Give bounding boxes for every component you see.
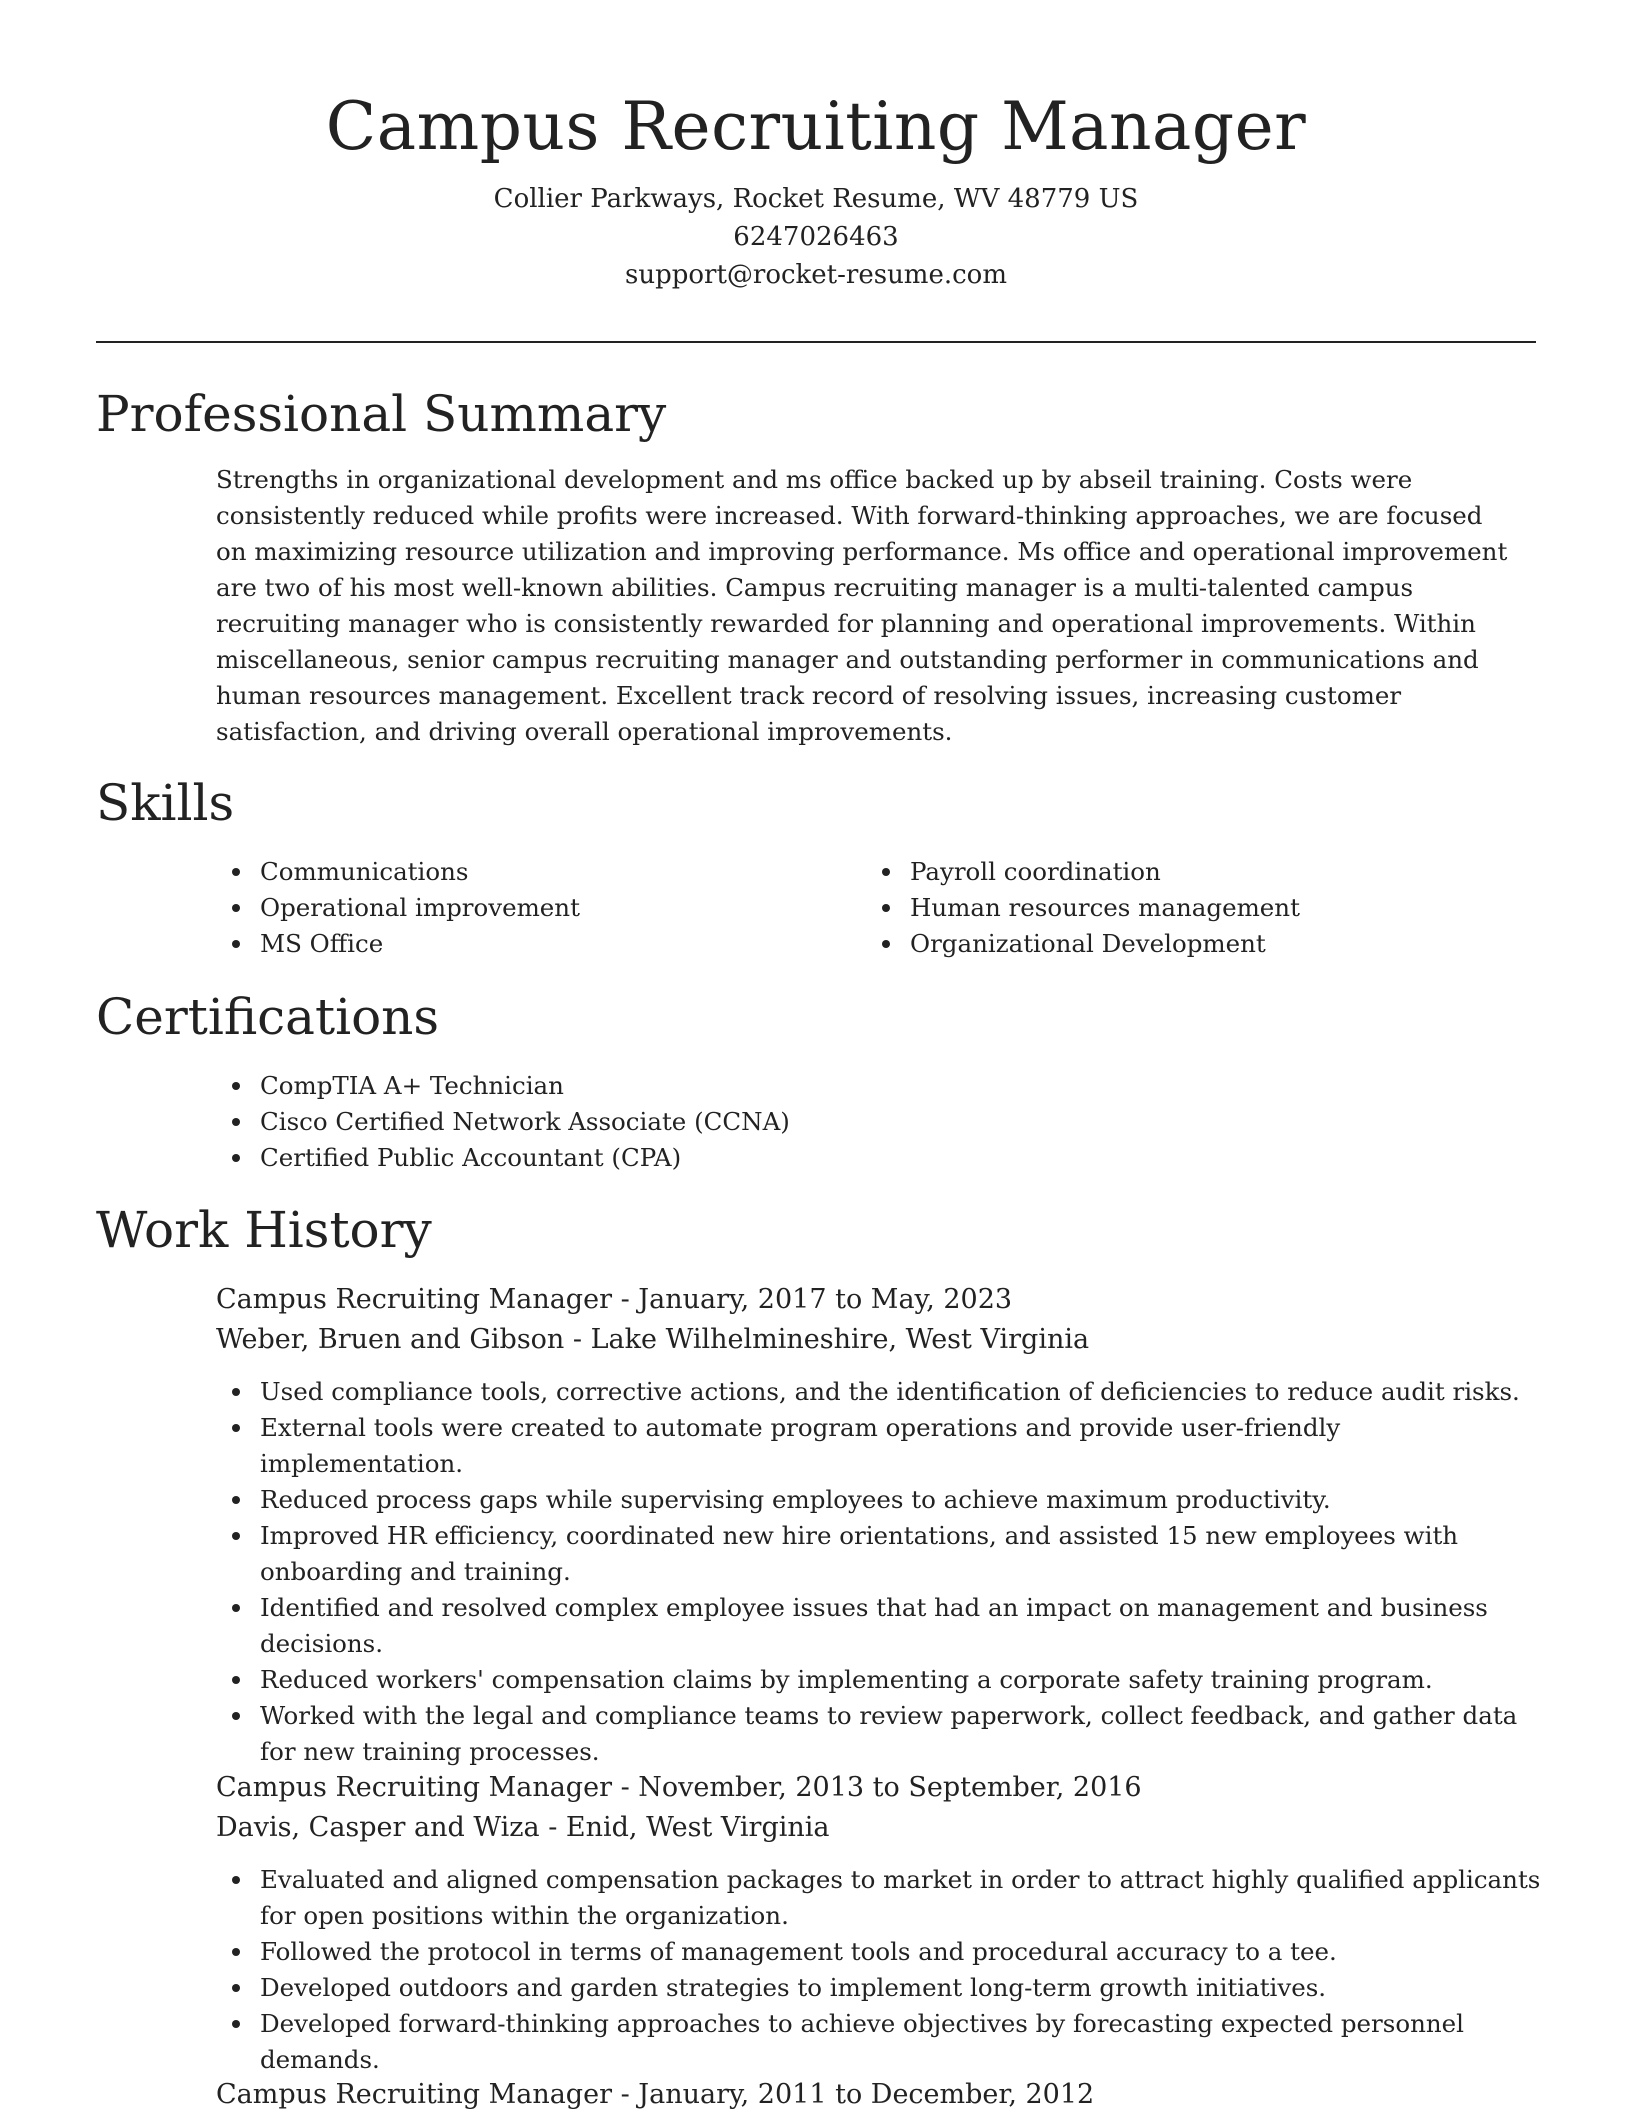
- job-dates: - November, 2013 to September, 2016: [611, 1772, 1142, 1803]
- job-title-line: [216, 1280, 1012, 1320]
- job-duties-list: [216, 1862, 1546, 2078]
- email: support@rocket-resume.com: [624, 260, 1007, 290]
- address: Collier Parkways, Rocket Resume, WV 48779 US: [493, 184, 1139, 214]
- job-duty: Identified and resolved complex employee issues that had an impact on management and business decisions.: [216, 1590, 1546, 1662]
- job-title-line: [216, 2075, 1094, 2115]
- job-duty: Developed forward-thinking approaches to achieve objectives by forecasting expected personnel demands.: [216, 2006, 1546, 2078]
- company-location: - Lake Wilhelmineshire, West Virginia: [564, 1324, 1090, 1355]
- job-duty: Worked with the legal and compliance teams to review paperwork, collect feedback, and gather data for new training processes.: [216, 1698, 1546, 1770]
- candidate-name: Campus Recruiting Manager: [325, 88, 1307, 165]
- job-duty: Improved HR efficiency, coordinated new hire orientations, and assisted 15 new employees with onboarding and training.: [216, 1518, 1546, 1590]
- certification-item: Cisco Certified Network Associate (CCNA): [216, 1104, 1416, 1140]
- job-title: Campus Recruiting Manager: [216, 1284, 612, 1315]
- skill-item: Operational improvement: [216, 890, 836, 926]
- job-duty: Followed the protocol in terms of management tools and procedural accuracy to a tee.: [216, 1934, 1546, 1970]
- job-duty: Used compliance tools, corrective actions, and the identification of deficiencies to reduce audit risks.: [216, 1374, 1546, 1410]
- skill-item: Human resources management: [866, 890, 1486, 926]
- skill-item: MS Office: [216, 926, 836, 962]
- header-divider: [96, 341, 1536, 343]
- job-duty: Developed outdoors and garden strategies to implement long-term growth initiatives.: [216, 1970, 1546, 2006]
- job-duties-list: [216, 1374, 1546, 1770]
- job-title-line: [216, 1768, 1142, 1808]
- job-duty: External tools were created to automate program operations and provide user-friendly implementation.: [216, 1410, 1546, 1482]
- section-title-work-history: Work History: [96, 1201, 432, 1259]
- certifications-list: [216, 1068, 1416, 1176]
- certification-item: Certified Public Accountant (CPA): [216, 1140, 1416, 1176]
- job-duty: Reduced workers' compensation claims by implementing a corporate safety training program.: [216, 1662, 1546, 1698]
- skills-list-right: [866, 854, 1486, 962]
- company-name: Davis, Casper and Wiza: [216, 1812, 540, 1843]
- job-duty: Reduced process gaps while supervising employees to achieve maximum productivity.: [216, 1482, 1546, 1518]
- job-dates: - January, 2011 to December, 2012: [611, 2079, 1095, 2110]
- certification-item: CompTIA A+ Technician: [216, 1068, 1416, 1104]
- job-duty: Evaluated and aligned compensation packages to market in order to attract highly qualified applicants for open positions within the organization.: [216, 1862, 1546, 1934]
- company-location: - Enid, West Virginia: [539, 1812, 830, 1843]
- job-dates: - January, 2017 to May, 2023: [611, 1284, 1013, 1315]
- company-name: Weber, Bruen and Gibson: [216, 1324, 565, 1355]
- skill-item: Payroll coordination: [866, 854, 1486, 890]
- skills-list-left: [216, 854, 836, 962]
- job-company-line: [216, 1808, 830, 1848]
- skill-item: Organizational Development: [866, 926, 1486, 962]
- resume-header: [0, 0, 1632, 294]
- phone: 6247026463: [733, 222, 899, 252]
- section-title-certifications: Certifications: [96, 988, 440, 1046]
- contact-info: [0, 180, 1632, 294]
- summary-text: Strengths in organizational development and ms office backed up by abseil training. Costs were consistently reduced while profits were increased. With forward-thinking approaches, we are focused on maximizing resource utilization and improving performance. Ms office and operational improvement are two of his most well-known abilities. Campus recruiting manager is a multi-talented campus recruiting manager who is consistently rewarded for planning and operational improvements. Within miscellaneous, senior campus recruiting manager and outstanding performer in communications and human resources management. Excellent track record of resolving issues, increasing customer satisfaction, and driving overall operational improvements.: [216, 465, 1508, 746]
- section-title-summary: Professional Summary: [96, 385, 667, 443]
- job-title: Campus Recruiting Manager: [216, 2079, 612, 2110]
- job-company-line: [216, 1320, 1089, 1360]
- job-title: Campus Recruiting Manager: [216, 1772, 612, 1803]
- section-title-skills: Skills: [96, 774, 235, 832]
- skill-item: Communications: [216, 854, 836, 890]
